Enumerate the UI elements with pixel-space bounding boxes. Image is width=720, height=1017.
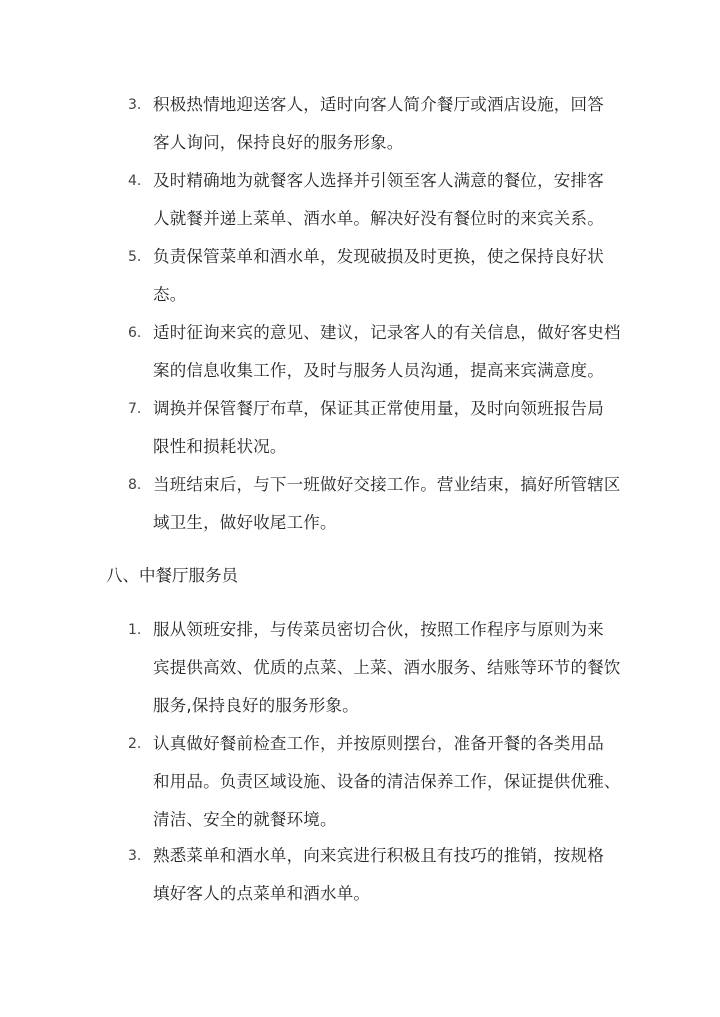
list-item-line: 案的信息收集工作，及时与服务人员沟通，提高来宾满意度。 [153,361,604,380]
list-item-line: 服从领班安排，与传菜员密切合伙，按照工作程序与原则为来 [153,620,604,639]
list-item-line: 客人询问，保持良好的服务形象。 [153,133,404,152]
list-item-line: 人就餐并递上菜单、酒水单。解决好没有餐位时的来宾关系。 [153,209,604,228]
list-item-line: 调换并保管餐厅布草，保证其正常使用量，及时向领班报告局 [153,399,604,418]
list-item-number: 8. [128,477,142,493]
list-item-line: 填好客人的点菜单和酒水单。 [153,884,371,903]
list-item-line: 及时精确地为就餐客人选择并引领至客人满意的餐位，安排客 [153,171,604,190]
list-item-line: 当班结束后，与下一班做好交接工作。营业结束，搞好所管辖区 [153,475,621,494]
list-item-number: 5. [128,249,142,265]
list-item-line: 和用品。负责区域设施、设备的清洁保养工作，保证提供优雅、 [153,772,621,791]
list-item-text [153,238,623,314]
list-item-text [153,314,623,390]
list-item-line: 熟悉菜单和酒水单，向来宾进行积极且有技巧的推销，按规格 [153,846,604,865]
list-item-text [153,86,623,162]
section-title: 八、中餐厅服务员 [106,566,238,585]
list-item-text [153,390,623,466]
list-item-line: 域卫生，做好收尾工作。 [153,513,337,532]
list-item-number: 3. [128,848,142,864]
list-item-number: 1. [128,622,142,638]
list-item-number: 4. [128,173,142,189]
list-item-text [153,466,623,542]
list-item-number: 2. [128,736,142,752]
list-item-number: 6. [128,325,142,341]
list-item-text [153,162,623,238]
list-item-line: 态。 [153,285,187,304]
list-item-line: 服务,保持良好的服务形象。 [153,696,359,715]
list-item-line: 认真做好餐前检查工作，并按原则摆台，准备开餐的各类用品 [153,734,604,753]
list-item-line: 负责保管菜单和酒水单，发现破损及时更换，使之保持良好状 [153,247,604,266]
list-item-text [153,837,623,913]
list-item-line: 适时征询来宾的意见、建议，记录客人的有关信息，做好客史档 [153,323,621,342]
list-item-line: 积极热情地迎送客人，适时向客人简介餐厅或酒店设施，回答 [153,95,604,114]
list-item-number: 3. [128,97,142,113]
list-item-line: 限性和损耗状况。 [153,437,287,456]
list-item-number: 7. [128,401,142,417]
list-item-text [153,725,623,839]
list-item-line: 清洁、安全的就餐环境。 [153,810,337,829]
list-item-text [153,611,623,725]
list-item-line: 宾提供高效、优质的点菜、上菜、酒水服务、结账等环节的餐饮 [153,658,621,677]
